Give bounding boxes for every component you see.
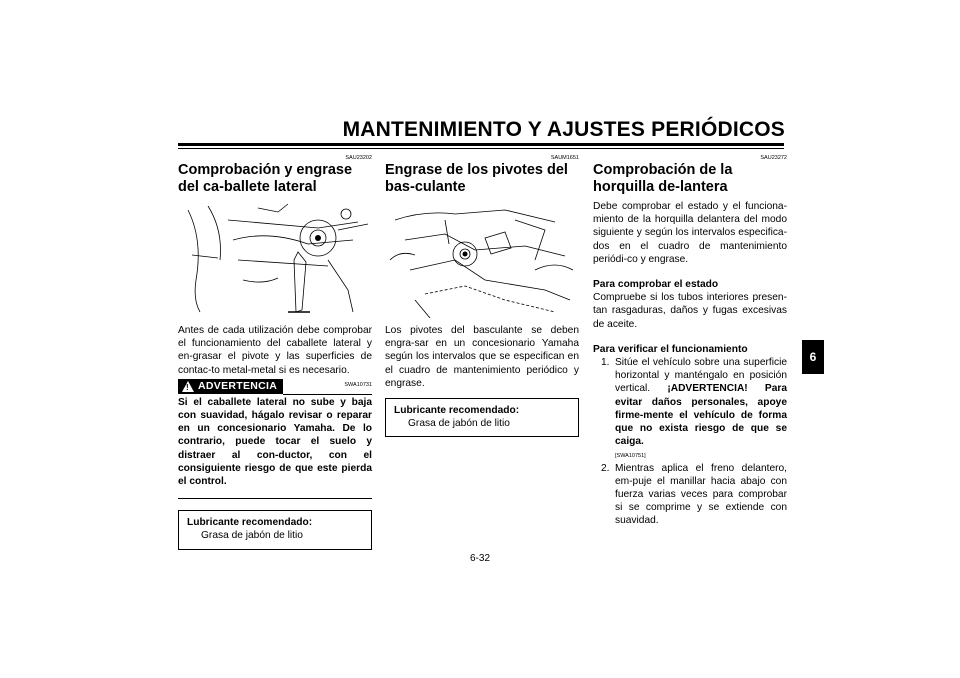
warning-bottom-rule bbox=[178, 498, 372, 499]
warning-header bbox=[178, 379, 372, 395]
section-code: SAUM1651 bbox=[550, 155, 579, 161]
list-item bbox=[593, 356, 787, 462]
step-number: 1. bbox=[601, 357, 610, 369]
warning-badge bbox=[178, 379, 283, 394]
column-swingarm bbox=[385, 154, 579, 437]
warning-triangle-icon: ! bbox=[182, 381, 194, 392]
intro-paragraph: Debe comprobar el estado y el funciona-miento de la horquilla delantera del modo siguiente y según los intervalos especifica-dos en el cuadro de mantenimiento periódi-co y engrase. bbox=[593, 201, 787, 265]
step-warning: ¡ADVERTENCIA! Para evitar daños personales, apoye firme-mente el vehículo de forma que no exista riesgo de que se caiga. bbox=[615, 383, 787, 448]
section-code: SAU23272 bbox=[760, 155, 787, 161]
step-number: 2. bbox=[601, 462, 610, 474]
header-rule-thin bbox=[178, 148, 784, 149]
state-heading: Para comprobar el estado bbox=[593, 279, 719, 291]
swingarm-illustration bbox=[385, 200, 579, 318]
section-title: Engrase de los pivotes del bas-culante bbox=[385, 162, 568, 195]
section-code: SAU23202 bbox=[345, 155, 372, 161]
list-item bbox=[593, 462, 787, 528]
lubricant-title: Lubricante recomendado: bbox=[394, 405, 520, 417]
lubricant-value: Grasa de jabón de litio bbox=[408, 418, 510, 430]
intro-paragraph: Los pivotes del basculante se deben engra-sar en un concesionario Yamaha según los intervalos que se especifican en el cuadro de mantenimiento periódico y engrase. bbox=[385, 325, 579, 389]
page-number: 6-32 bbox=[470, 553, 491, 564]
lubricant-value: Grasa de jabón de litio bbox=[201, 530, 303, 542]
warning-code: SWA10731 bbox=[344, 381, 372, 388]
step-text: Mientras aplica el freno delantero, em-puje el manillar hacia abajo con fuerza varias veces para comprobar si se comprime y se extiende con suavidad. bbox=[615, 462, 787, 527]
sidestand-illustration bbox=[178, 200, 372, 318]
lubricant-box bbox=[178, 510, 372, 549]
warning-label: ADVERTENCIA bbox=[198, 380, 278, 393]
warning-rule bbox=[283, 394, 372, 395]
lubricant-box bbox=[385, 398, 579, 437]
step-warning-code: [SWA10751] bbox=[615, 453, 646, 460]
header-rule bbox=[178, 143, 784, 146]
function-heading: Para verificar el funcionamiento bbox=[593, 343, 748, 355]
column-front-fork bbox=[593, 154, 787, 528]
page-header-title: MANTENIMIENTO Y AJUSTES PERIÓDICOS bbox=[342, 118, 785, 141]
intro-paragraph: Antes de cada utilización debe comprobar el funcionamiento del caballete lateral y en-grasar el pivote y las superficies de contac-to metal-metal si es necesario. bbox=[178, 325, 372, 376]
section-title: Comprobación y engrase del ca-ballete lateral bbox=[178, 162, 353, 195]
function-steps bbox=[593, 356, 787, 528]
lubricant-title: Lubricante recomendado: bbox=[187, 517, 313, 529]
step-text: Sitúe el vehículo sobre una superficie horizontal y manténgalo en posición vertical. bbox=[615, 357, 787, 395]
state-text: Compruebe si los tubos interiores presen-tan rasgaduras, daños y fugas excesivas de aceite. bbox=[593, 292, 787, 330]
warning-text: Si el caballete lateral no sube y baja con suavidad, hágalo revisar o reparar en un concesionario Yamaha. De lo contrario, puede tocar el suelo y distraer al con-ductor, con el consiguiente riesgo de que este pierda el control. bbox=[178, 396, 372, 488]
column-sidestand bbox=[178, 154, 372, 550]
section-tab: 6 bbox=[802, 340, 824, 374]
section-title: Comprobación de la horquilla de-lantera bbox=[593, 162, 733, 195]
